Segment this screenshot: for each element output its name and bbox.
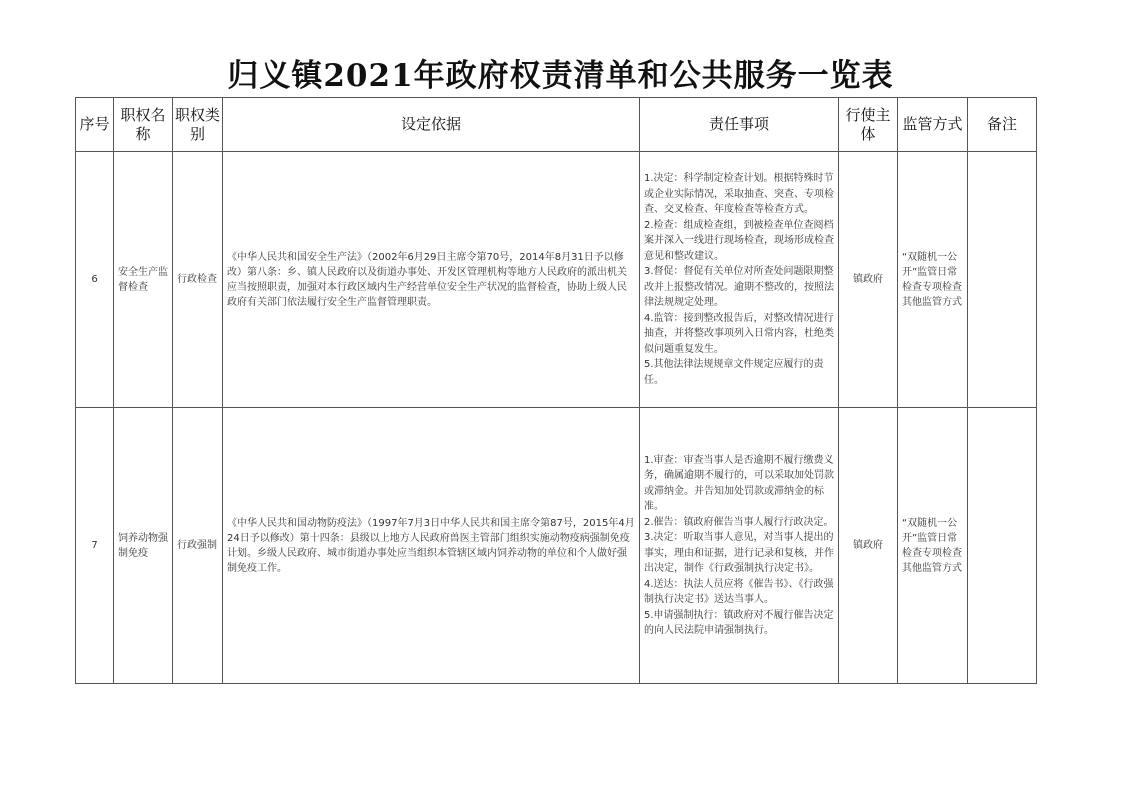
duty-item: 4.监管：接到整改报告后，对整改情况进行抽查，并将整改事项列入日常内容，杜绝类似问题重复发生。 [644, 312, 834, 355]
header-category: 职权类别 [173, 98, 223, 152]
table-header-row [76, 98, 1037, 152]
duty-item: 1.决定：科学制定检查计划。根据特殊时节或企业实际情况，采取抽查、突查、专项检查、交叉检查、年度检查等检查方式。 [644, 173, 834, 215]
cell-seq: 6 [76, 152, 114, 408]
header-remarks: 备注 [968, 98, 1037, 152]
table-row [76, 408, 1037, 684]
cell-seq: 7 [76, 408, 114, 684]
header-seq: 序号 [76, 98, 114, 152]
duty-item: 1.审查：审查当事人是否逾期不履行缴费义务，确属逾期不履行的，可以采取加处罚款或滞纳金。并告知加处罚款或滞纳金的标准。 [644, 454, 834, 512]
duty-item: 5.申请强制执行：镇政府对不履行催告决定的向人民法院申请强制执行。 [644, 609, 834, 636]
header-duties: 责任事项 [640, 98, 839, 152]
cell-basis: 《中华人民共和国动物防疫法》（1997年7月3日中华人民共和国主席令第87号，2015年4月24日予以修改）第十四条：县级以上地方人民政府兽医主管部门组织实施动物疫病强制免疫计划。乡级人民政府、城市街道办事处应当组织本管辖区域内饲养动物的单位和个人做好强制免疫工作。 [223, 408, 640, 684]
duty-item: 2.催告：镇政府催告当事人履行行政决定。 [644, 516, 834, 528]
cell-category: 行政强制 [173, 408, 223, 684]
duty-item: 3.督促：督促有关单位对所查处问题限期整改并上报整改情况。逾期不整改的，按照法律法规规定处理。 [644, 266, 834, 308]
cell-supervision: “双随机一公开”监管日常检查专项检查其他监管方式 [898, 408, 968, 684]
duty-item: 5.其他法律法规规章文件规定应履行的责任。 [644, 359, 824, 386]
duty-item: 3.决定：听取当事人意见，对当事人提出的事实，理由和证据，进行记录和复核，并作出决定，制作《行政强制执行决定书》。 [644, 532, 834, 574]
header-name: 职权名称 [114, 98, 173, 152]
header-subject: 行使主体 [839, 98, 898, 152]
cell-subject: 镇政府 [839, 152, 898, 408]
cell-name: 安全生产监督检查 [114, 152, 173, 408]
cell-subject: 镇政府 [839, 408, 898, 684]
cell-category: 行政检查 [173, 152, 223, 408]
cell-remarks [968, 408, 1037, 684]
table-row [76, 152, 1037, 408]
cell-basis: 《中华人民共和国安全生产法》（2002年6月29日主席令第70号，2014年8月31日予以修改）第八条：乡、镇人民政府以及街道办事处、开发区管理机构等地方人民政府的派出机关应当按照职责，加强对本行政区域内生产经营单位安全生产状况的监督检查，协助上级人民政府有关部门依法履行安全生产监督管理职责。 [223, 152, 640, 408]
header-basis: 设定依据 [223, 98, 640, 152]
page-title: 归义镇2021年政府权责清单和公共服务一览表 [227, 58, 894, 94]
cell-duties [640, 152, 839, 408]
cell-duties [640, 408, 839, 684]
cell-supervision: “双随机一公开”监管日常检查专项检查其他监管方式 [898, 152, 968, 408]
duty-item: 2.检查：组成检查组，到被检查单位查阅档案并深入一线进行现场检查，现场形成检查意见和整改建议。 [644, 219, 834, 262]
duty-item: 4.送达：执法人员应将《催告书》、《行政强制执行决定书》送达当事人。 [644, 578, 834, 605]
header-supervision: 监管方式 [898, 98, 968, 152]
responsibility-table [75, 97, 1037, 684]
cell-name: 饲养动物强制免疫 [114, 408, 173, 684]
cell-remarks [968, 152, 1037, 408]
